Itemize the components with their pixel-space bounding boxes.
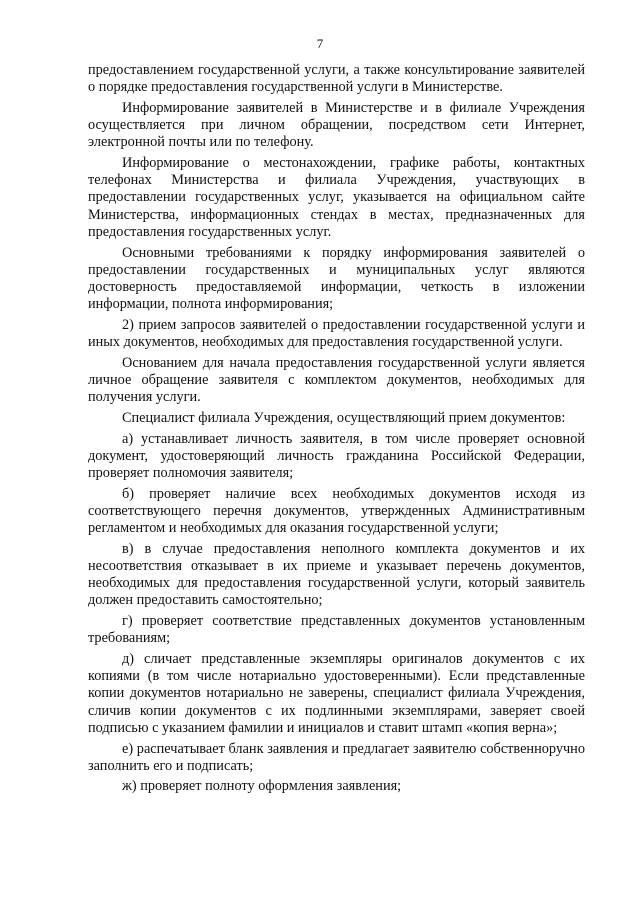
paragraph-3: Информирование о местонахождении, графике работы, контактных телефонах Министерства и филиала Учреждения, участвующих в предоставлении государственных услуг, указывается на официальном сайте Министерства, информационных стендах в местах, предназначенных для предоставления государственных услуг. [88,155,585,240]
list-item-d: д) сличает представленные экземпляры оригиналов документов с их копиями (в том числе нотариально удостоверенными). Если представленные копии документов нотариально не заверены, специалист филиала Учреждения, сличив копии документов с их подлинными экземплярами, заверяет своей подписью с указанием фамилии и инициалов и ставит штамп «копия верна»; [88,651,585,736]
list-item-a: а) устанавливает личность заявителя, в том числе проверяет основной документ, удостоверяющий личность гражданина Российской Федерации, проверяет полномочия заявителя; [88,430,585,481]
paragraph-2: Информирование заявителей в Министерстве и в филиале Учреждения осуществляется при личном обращении, посредством сети Интернет, электронной почты или по телефону. [88,99,585,151]
paragraph-1: предоставлением государственной услуги, а также консультирование заявителей о порядке предоставления государственной услуги в Министерстве. [88,62,585,96]
document-body [88,62,585,799]
paragraph-5: 2) прием запросов заявителей о предоставлении государственной услуги и иных документов, необходимых для предоставления государственной услуги. [88,316,585,351]
list-item-g: г) проверяет соответствие представленных документов установленным требованиям; [88,613,585,647]
list-item-v: в) в случае предоставления неполного комплекта документов и их несоответствия отказывает в их приеме и указывает перечень документов, необходимых для предоставления государственной услуги, который заявитель должен предоставить самостоятельно; [88,540,585,609]
paragraph-7: Специалист филиала Учреждения, осуществляющий прием документов: [122,409,566,426]
list-item-e: е) распечатывает бланк заявления и предлагает заявителю собственноручно заполнить его и подписать; [88,740,585,774]
paragraph-6: Основанием для начала предоставления государственной услуги является личное обращение заявителя с комплектом документов, необходимых для получения услуги. [88,354,585,406]
page-number: 7 [316,36,324,51]
list-item-b: б) проверяет наличие всех необходимых документов исходя из соответствующего перечня документов, утвержденных Административным регламентом и необходимых для оказания государственной услуги; [88,485,585,537]
paragraph-4: Основными требованиями к порядку информирования заявителей о предоставлении государственных и муниципальных услуг являются достоверность предоставляемой информации, четкость в изложении информации, полнота информирования; [88,244,585,313]
list-item-zh: ж) проверяет полноту оформления заявления; [122,778,402,795]
